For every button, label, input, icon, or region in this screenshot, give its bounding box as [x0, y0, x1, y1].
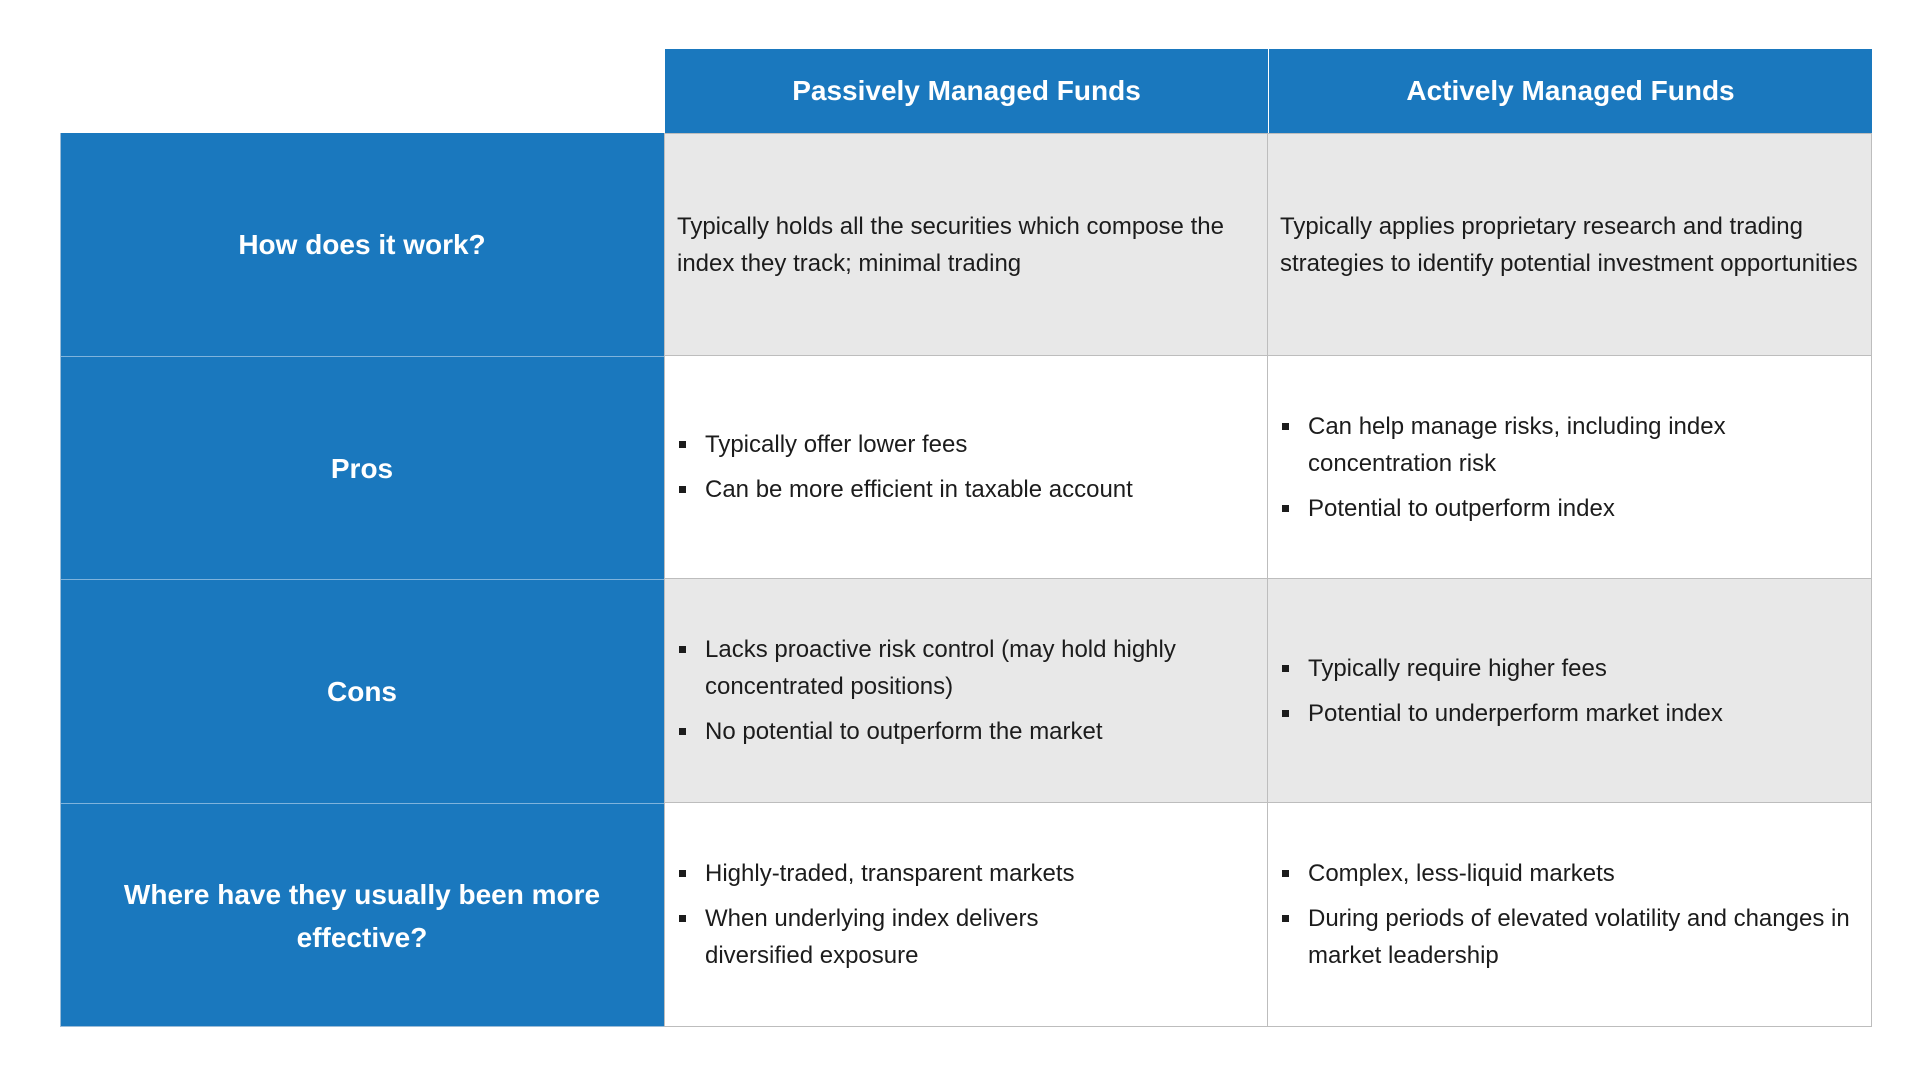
cons-active-list	[1280, 650, 1723, 732]
list-item-text: Potential to underperform market index	[1308, 699, 1723, 727]
list-item	[1280, 695, 1723, 732]
square-bullet-icon	[1282, 665, 1289, 672]
list-item	[677, 855, 1255, 892]
square-bullet-icon	[679, 728, 686, 735]
pros-passive	[664, 356, 1268, 579]
square-bullet-icon	[1282, 870, 1289, 877]
list-item	[677, 900, 1255, 974]
row-header-cons: Cons	[60, 579, 664, 803]
pros-passive-list	[677, 426, 1133, 508]
column-header-passive: Passively Managed Funds	[664, 49, 1268, 133]
cons-passive	[664, 579, 1268, 803]
row-header-how-it-works: How does it work?	[60, 133, 664, 356]
cons-active	[1268, 579, 1872, 803]
list-item-text: During periods of elevated volatility and changes in market leadership	[1308, 905, 1850, 969]
list-item-text: Typically offer lower fees	[705, 431, 968, 458]
list-item-text: Complex, less-liquid markets	[1308, 860, 1615, 887]
list-item	[1280, 490, 1859, 527]
list-item-text: Highly-traded, transparent markets	[705, 860, 1075, 887]
list-item-text: Lacks proactive risk control (may hold highly concentrated positions)	[705, 636, 1176, 700]
how-it-works-passive-text: Typically holds all the securities which compose the index they track; minimal trading	[677, 212, 1224, 277]
list-item	[1280, 650, 1723, 687]
list-item	[677, 426, 1133, 463]
square-bullet-icon	[1282, 423, 1289, 430]
pros-active	[1268, 356, 1872, 579]
list-item	[1280, 900, 1859, 974]
list-item	[1280, 855, 1859, 892]
list-item-text: Typically require higher fees	[1308, 654, 1607, 682]
square-bullet-icon	[1282, 915, 1289, 922]
square-bullet-icon	[679, 486, 686, 493]
square-bullet-icon	[679, 441, 686, 448]
list-item-text: When underlying index delivers diversified exposure	[705, 905, 1039, 969]
square-bullet-icon	[679, 870, 686, 877]
list-item-text: Can help manage risks, including index concentration risk	[1308, 412, 1726, 477]
where-effective-active-list	[1280, 855, 1859, 974]
list-item-text: Potential to outperform index	[1308, 494, 1615, 522]
list-item	[677, 471, 1133, 508]
list-item-text: No potential to outperform the market	[705, 718, 1103, 745]
column-header-active: Actively Managed Funds	[1268, 49, 1872, 133]
comparison-table	[60, 49, 1872, 1027]
square-bullet-icon	[679, 915, 686, 922]
list-item-text: Can be more efficient in taxable account	[705, 476, 1133, 503]
square-bullet-icon	[1282, 505, 1289, 512]
row-header-pros: Pros	[60, 356, 664, 579]
row-header-where-effective: Where have they usually been more effective?	[60, 803, 664, 1027]
list-item	[1280, 408, 1859, 482]
how-it-works-passive	[664, 133, 1268, 356]
how-it-works-active	[1268, 133, 1872, 356]
where-effective-passive-list	[677, 855, 1255, 974]
square-bullet-icon	[1282, 710, 1289, 717]
pros-active-list	[1280, 408, 1859, 527]
corner-cell	[60, 49, 664, 133]
cons-passive-list	[677, 631, 1255, 750]
how-it-works-active-text: Typically applies proprietary research and trading strategies to identify potential investment opportunities	[1280, 212, 1858, 277]
where-effective-active	[1268, 803, 1872, 1027]
list-item	[677, 713, 1255, 750]
where-effective-passive	[664, 803, 1268, 1027]
square-bullet-icon	[679, 646, 686, 653]
list-item	[677, 631, 1255, 705]
